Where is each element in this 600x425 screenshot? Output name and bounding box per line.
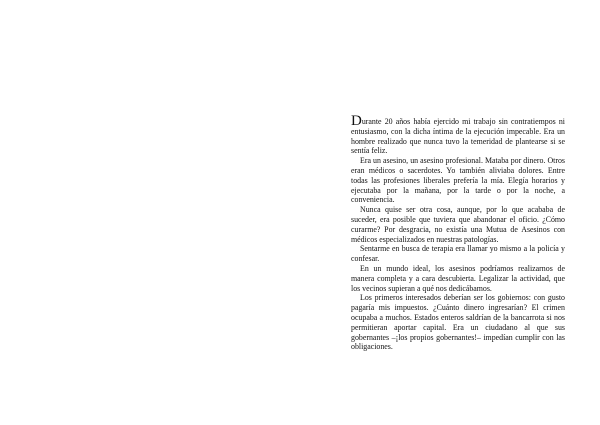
paragraph-4: Sentarme en busca de terapia era llamar yo mismo a la policía y confesar. [351, 244, 565, 264]
paragraph-2: Era un asesino, un asesino profesional. Mataba por dinero. Otros eran médicos o sacerdotes. Yo también aliviaba dolores. Entre todas las profesiones liberales prefería la mía. Elegía horarios y ejecutaba por la mañana, por la tarde o por la noche, a conveniencia. [351, 156, 565, 205]
paragraph-5: En un mundo ideal, los asesinos podríamos realizarnos de manera completa y a cara descubierta. Legalizar la actividad, que los vecinos supieran a qué nos dedicábamos. [351, 263, 565, 293]
paragraph-3: Nunca quise ser otra cosa, aunque, por lo que acababa de suceder, era posible que tuviera que abandonar el oficio. ¿Cómo curarme? Por desgracia, no existía una Mutua de Asesinos con médicos especializados en nuestras patologías. [351, 205, 565, 244]
paragraph-1 [351, 113, 565, 156]
drop-cap: D [351, 113, 362, 129]
paragraph-6: Los primeros interesados deberían ser los gobiernos: con gusto pagaría mis impuestos. ¿Cuánto dinero ingresarían? El crimen ocupaba a muchos. Estados enteros saldrían de la bancarrota si nos permitieran aportar capital. Era un ciudadano al que sus gobernantes –¡los propios gobernantes!– impedían cumplir con las obligaciones. [351, 293, 565, 352]
paragraph-1-text: urante 20 años había ejercido mi trabajo sin contratiempos ni entusiasmo, con la dicha íntima de la ejecución impecable. Era un hombre realizado que nunca tuvo la temeridad de plantearse si se sentía feliz. [351, 117, 565, 156]
body-text [351, 113, 565, 352]
